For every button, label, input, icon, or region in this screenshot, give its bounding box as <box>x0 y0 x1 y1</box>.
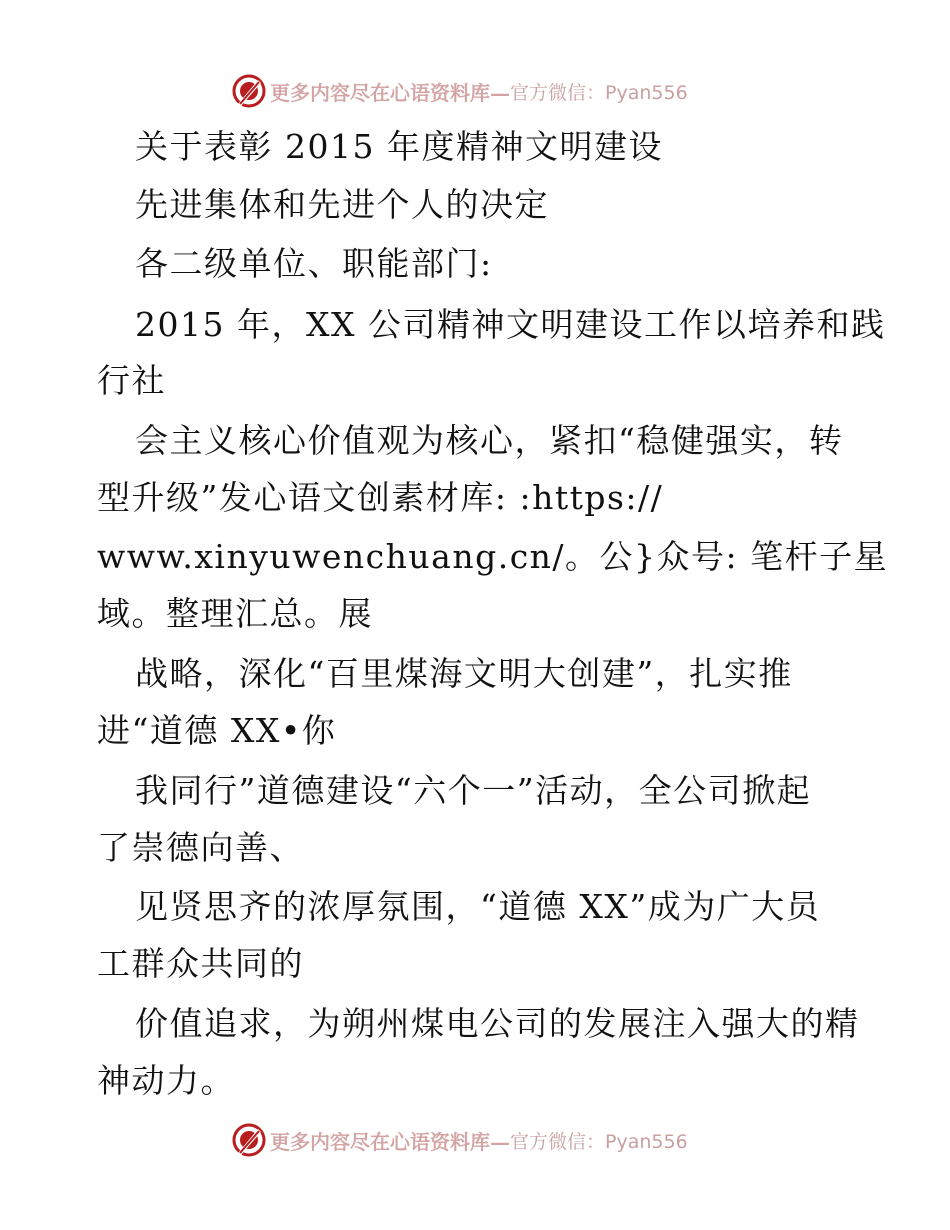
doc-line: 见贤思齐的浓厚氛围，“道德 XX”成为广大员 <box>135 887 821 926</box>
doc-line: 会主义核心价值观为核心，紧扣“稳健强实，转 <box>135 421 844 460</box>
watermark-text: 更多内容尽在心语资料库— <box>270 80 510 105</box>
doc-salutation: 各二级单位、职能部门: <box>135 244 493 283</box>
doc-line: 工群众共同的 <box>97 944 304 983</box>
doc-line: 域。整理汇总。展 <box>97 594 373 633</box>
doc-line: 价值追求，为朔州煤电公司的发展注入强大的精 <box>135 1004 860 1043</box>
doc-line: 神动力。 <box>97 1061 235 1100</box>
watermark-banner-top <box>232 72 688 110</box>
doc-line: 了崇德向善、 <box>97 828 304 867</box>
doc-line: 我同行”道德建设“六个一”活动，全公司掀起 <box>135 771 812 810</box>
doc-title-line-2: 先进集体和先进个人的决定 <box>135 185 549 224</box>
watermark-wechat: 官方微信：Pyan556 <box>510 1130 688 1153</box>
doc-line: 行社 <box>97 361 166 400</box>
doc-title-line-1: 关于表彰 2015 年度精神文明建设 <box>135 127 663 166</box>
quill-logo-icon <box>232 74 266 108</box>
doc-line: www.xinyuwenchuang.cn/。公}众号: 笔杆子星 <box>97 537 889 576</box>
watermark-wechat: 官方微信：Pyan556 <box>510 81 688 104</box>
watermark-banner-bottom <box>232 1121 688 1159</box>
doc-line: 战略，深化“百里煤海文明大创建”，扎实推 <box>135 654 793 693</box>
doc-line: 进“道德 XX•你 <box>97 711 337 750</box>
watermark-text: 更多内容尽在心语资料库— <box>270 1129 510 1154</box>
quill-logo-icon <box>232 1123 266 1157</box>
doc-line: 2015 年，XX 公司精神文明建设工作以培养和践 <box>135 305 886 344</box>
doc-line: 型升级”发心语文创素材库: :https:// <box>97 478 664 517</box>
